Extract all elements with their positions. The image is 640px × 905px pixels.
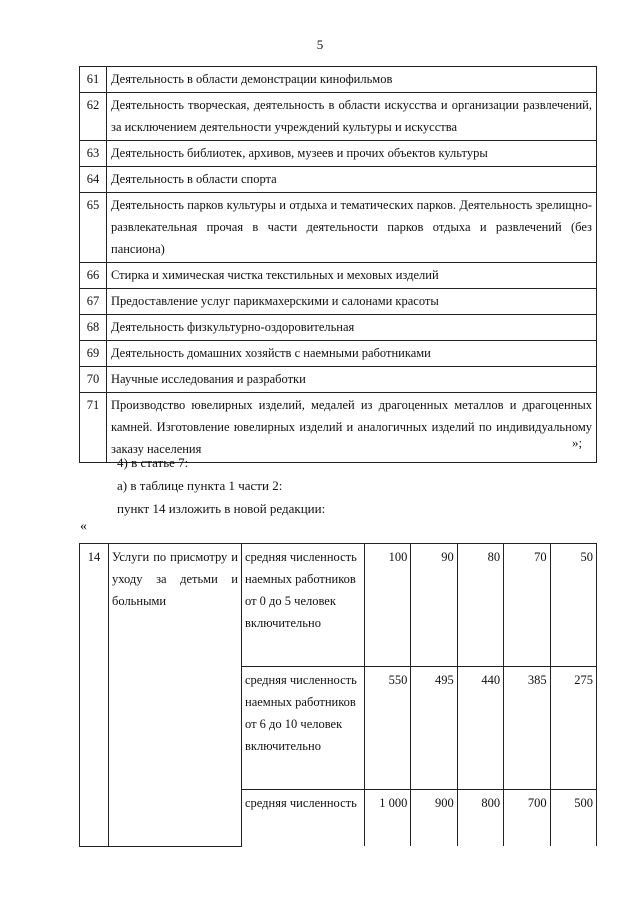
table-row: [80, 67, 597, 93]
service-name: Услуги по присмотру и уходу за детьми и больными: [109, 544, 242, 847]
row-number: 63: [80, 141, 107, 167]
row-number: 65: [80, 193, 107, 263]
service-table: [79, 543, 597, 847]
table-row: [80, 93, 597, 141]
table-row: [80, 367, 597, 393]
value-cell: 80: [457, 544, 503, 667]
row-text: Деятельность библиотек, архивов, музеев и прочих объектов культуры: [107, 141, 597, 167]
row-text: Научные исследования и разработки: [107, 367, 597, 393]
row-number: 61: [80, 67, 107, 93]
row-number: 71: [80, 393, 107, 463]
table-row: [80, 141, 597, 167]
value-cell: 70: [504, 544, 550, 667]
row-text: Предоставление услуг парикмахерскими и салонами красоты: [107, 289, 597, 315]
table-row: [80, 167, 597, 193]
value-cell: 440: [457, 667, 503, 790]
value-cell: 50: [550, 544, 596, 667]
row-number: 62: [80, 93, 107, 141]
value-cell: 100: [365, 544, 411, 667]
row-number: 64: [80, 167, 107, 193]
value-cell: 550: [365, 667, 411, 790]
table-row: [80, 289, 597, 315]
condition-cell: средняя численность наемных работников от 6 до 10 человек включительно: [242, 667, 365, 790]
table-row: [80, 393, 597, 463]
value-cell: 90: [411, 544, 457, 667]
value-cell: 500: [550, 790, 596, 847]
table-row: [80, 315, 597, 341]
row-text: Деятельность физкультурно-оздоровительная: [107, 315, 597, 341]
item-paragraph: пункт 14 изложить в новой редакции:: [117, 501, 326, 516]
row-text: Деятельность творческая, деятельность в области искусства и организации развлечений, за исключением деятельности учреждений культуры и искусства: [107, 93, 597, 141]
page-number: 5: [316, 37, 324, 52]
condition-cell: средняя численность наемных работников от 0 до 5 человек включительно: [242, 544, 365, 667]
condition-cell: средняя численность: [242, 790, 365, 847]
opening-quote: «: [80, 519, 87, 534]
article-paragraph: 4) в статье 7:: [117, 455, 189, 470]
table-row: [80, 544, 597, 667]
table-paragraph: а) в таблице пункта 1 части 2:: [117, 478, 283, 493]
table-row: [80, 193, 597, 263]
row-text: Деятельность в области спорта: [107, 167, 597, 193]
row-text: Деятельность в области демонстрации кинофильмов: [107, 67, 597, 93]
row-text: Деятельность домашних хозяйств с наемными работниками: [107, 341, 597, 367]
table-row: [80, 263, 597, 289]
value-cell: 700: [504, 790, 550, 847]
row-text: Стирка и химическая чистка текстильных и меховых изделий: [107, 263, 597, 289]
closing-quote: »;: [572, 435, 583, 450]
value-cell: 385: [504, 667, 550, 790]
row-number: 68: [80, 315, 107, 341]
value-cell: 800: [457, 790, 503, 847]
row-number: 67: [80, 289, 107, 315]
row-text: Деятельность парков культуры и отдыха и тематических парков. Деятельность зрелищно-развлекательная прочая в части деятельности парков отдыха и развлечений (без пансиона): [107, 193, 597, 263]
value-cell: 495: [411, 667, 457, 790]
value-cell: 275: [550, 667, 596, 790]
row-text: Производство ювелирных изделий, медалей из драгоценных металлов и драгоценных камней. Изготовление ювелирных изделий и аналогичных изделий по индивидуальному заказу населения: [107, 393, 597, 463]
row-number: 66: [80, 263, 107, 289]
row-number: 69: [80, 341, 107, 367]
value-cell: 900: [411, 790, 457, 847]
table-row: [80, 341, 597, 367]
service-number: 14: [80, 544, 109, 847]
row-number: 70: [80, 367, 107, 393]
value-cell: 1 000: [365, 790, 411, 847]
activity-table: [79, 66, 597, 463]
